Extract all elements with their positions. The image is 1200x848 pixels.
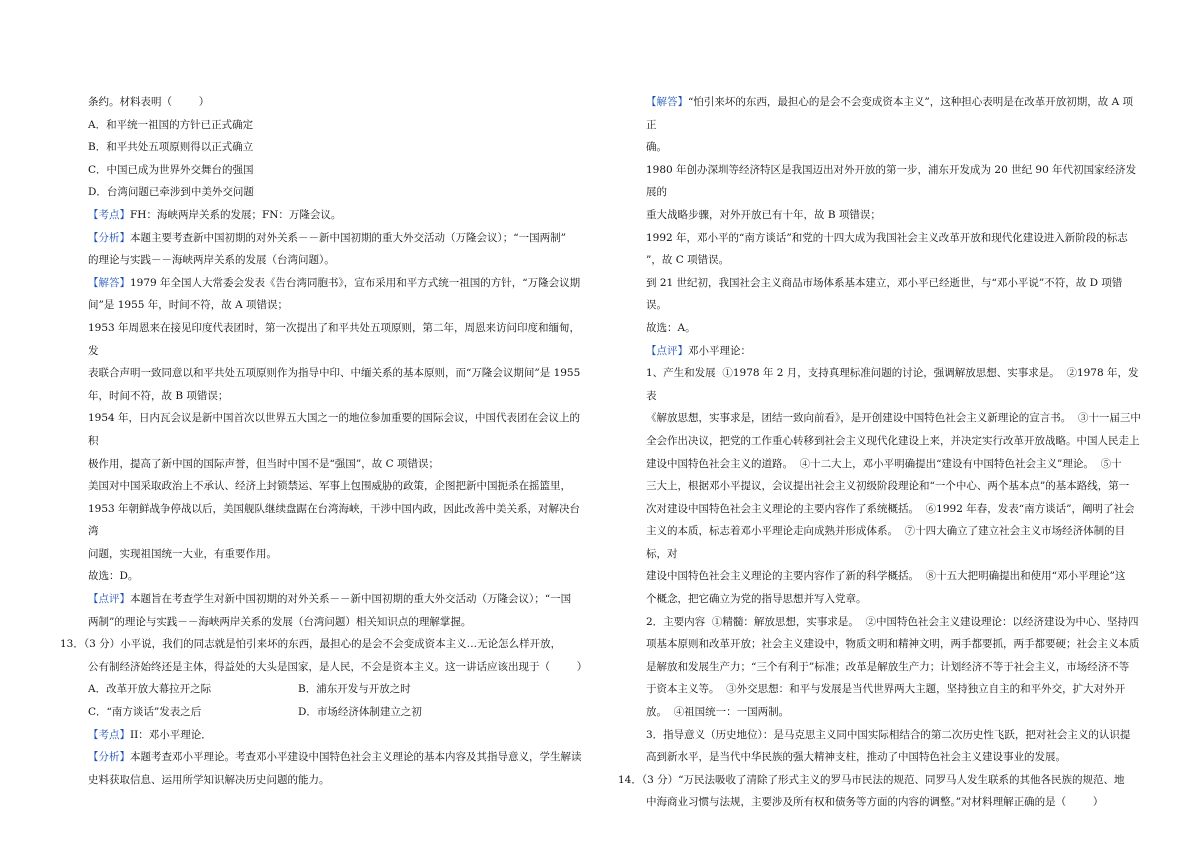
fenxi-tag: 【分析】 [88, 751, 130, 764]
q13-stem-cont: 公有制经济始终还是主体，得益处的大头是国家，是人民，不会是资本主义。这一讲话应该出现于（ ） [88, 660, 588, 673]
q13-dianping: 【点评】邓小平理论： [646, 344, 751, 357]
q12-jieda-line: 1953 年朝鲜战争停战以后，美国舰队继续盘踞在台湾海峡，干涉中国内政，因此改善中美关系，对解决台湾 [88, 502, 581, 538]
q13-option-c: C．“南方谈话”发表之后 [88, 706, 202, 719]
q12-stem-end: 条约。材料表明（ ） [88, 96, 210, 108]
fenxi-tag: 【分析】 [88, 231, 130, 244]
right-column [618, 91, 1141, 814]
q14-stem-cont: 中海商业习惯与法规，主要涉及所有权和债务等方面的内容的调整。”对材料理解正确的是（ ） [646, 796, 1104, 809]
jieda-tag: 【解答】 [646, 96, 688, 108]
q12-jieda: 【解答】1979 年全国人大常委会发表《告台湾同胞书》，宣布采用和平方式统一祖国的方针，“万隆会议期 [88, 276, 581, 289]
q13-jieda-line: 到 21 世纪初，我国社会主义商品市场体系基本建立，邓小平已经逝世，与“邓小平说”不符，故 D 项错 [646, 276, 1123, 289]
q12-jieda-line: 间”是 1955 年，时间不符，故 A 项错误； [88, 299, 289, 312]
q13-fenxi: 【分析】本题考查邓小平理论。考查邓小平建设中国特色社会主义理论的基本内容及其指导意义，学生解读 [88, 751, 582, 764]
dianping-line: 项基本原则和改革开放；社会主义建设中，物质文明和精神文明，两手都要抓，两手都要硬；社会主义本质 [646, 638, 1140, 651]
q13-kaodian: 【考点】II：邓小平理论． [88, 728, 212, 741]
left-column [60, 91, 588, 791]
q13-option-d: D．市场经济体制建立之初 [298, 706, 422, 719]
dianping-line: 次对建设中国特色社会主义理论的主要内容作了系统概括。 ⑥1992 年春，发表“南方谈话”，阐明了社会 [646, 502, 1135, 515]
q13-option-b: B．浦东开发与开放之时 [298, 683, 411, 696]
dianping-line: 是解放和发展生产力；“三个有利于”标准；改革是解放生产力；计划经济不等于社会主义，市场经济不等 [646, 660, 1130, 673]
q13-fenxi-cont: 史料获取信息、运用所学知识解决历史问题的能力。 [88, 773, 330, 786]
dianping-line: 放。 ④祖国统一：一国两制。 [646, 706, 790, 719]
q12-fenxi-cont: 的理论与实践－－海峡两岸关系的发展（台湾问题）。 [88, 254, 335, 267]
q12-jieda-line: 极作用，提高了新中国的国际声誉，但当时中国不是“强国”，故 C 项错误； [88, 457, 439, 470]
dianping-line: 建设中国特色社会主义理论的主要内容作了新的科学概括。 ⑧十五大把明确提出和使用“邓小平理论”这 [646, 570, 1126, 583]
q12-option-c: C．中国已成为世界外交舞台的强国 [88, 163, 254, 176]
dianping-line: 于资本主义等。 ③外交思想：和平与发展是当代世界两大主题，坚持独立自主的和平外交，扩大对外开 [646, 683, 1126, 696]
dianping-line: 全会作出决议，把党的工作重心转移到社会主义现代化建设上来，并决定实行改革开放战略。中国人民走上 [646, 434, 1140, 447]
dianping-line: 建设中国特色社会主义的道路。 ④十二大上，邓小平明确提出“建设有中国特色社会主义”理论。 ⑤十 [646, 457, 1122, 470]
q13-jieda-line: 确。 [646, 141, 667, 154]
q12-dianping-cont: 两制”的理论与实践－－海峡两岸关系的发展（台湾问题）相关知识点的理解掌握。 [88, 615, 472, 628]
dianping-line: 个概念，把它确立为党的指导思想并写入党章。 [646, 593, 867, 606]
q12-jieda-line: 1954 年，日内瓦会议是新中国首次以世界五大国之一的地位参加重要的国际会议，中国代表团在会议上的积 [88, 412, 581, 447]
q12-option-d: D．台湾问题已牵涉到中美外交问题 [88, 186, 254, 199]
q12-jieda-line: 表联合声明一致同意以和平共处五项原则作为指导中印、中缅关系的基本原则，而“万隆会议期间”是 1955 [88, 367, 581, 380]
q12-kaodian: 【考点】FH：海峡两岸关系的发展；FN：万隆会议。 [88, 208, 342, 221]
q12-jieda-line: 年，时间不符，故 B 项错误； [88, 389, 229, 402]
q13-jieda-line: ”，故 C 项错误。 [646, 254, 730, 267]
q12-jieda-line: 问题，实现祖国统一大业，有重要作用。 [88, 547, 277, 560]
dianping-point-3: 3．指导意义（历史地位）：是马克思主义同中国实际相结合的第二次历史性飞跃，把对社会主义的认识提 [646, 728, 1131, 741]
q13-jieda-line: 误。 [646, 299, 667, 312]
dianping-point-1: 1、产生和发展 ①1978 年 2 月，支持真理标准问题的讨论，强调解放思想、实事求是。 ②1978 年，发表 [646, 367, 1139, 402]
q12-option-b: B．和平共处五项原则得以正式确立 [88, 141, 254, 154]
dianping-tag: 【点评】 [88, 593, 130, 606]
kaodian-tag: 【考点】 [88, 208, 130, 221]
q13-jieda-line: 重大战略步骤，对外开放已有十年，故 B 项错误； [646, 208, 881, 221]
q13-options-row2 [64, 701, 584, 724]
q13-jieda-line: 1992 年，邓小平的“南方谈话”和党的十四大成为我国社会主义改革开放和现代化建设进入新阶段的标志 [646, 231, 1128, 244]
q12-jieda-line: 1953 年周恩来在接见印度代表团时，第一次提出了和平共处五项原则，第二年，周恩来访问印度和缅甸，发 [88, 321, 581, 357]
q13-options-row1 [64, 678, 584, 701]
q12-answer: 故选：D。 [88, 570, 139, 583]
jieda-tag: 【解答】 [88, 276, 130, 289]
dianping-line: 主义的本质，标志着邓小平理论走向成熟并形成体系。 ⑦十四大确立了建立社会主义市场经济体制的目标，对 [646, 525, 1126, 560]
q12-dianping: 【点评】本题旨在考查学生对新中国初期的对外关系－－新中国初期的重大外交活动（万隆会议）；“一国 [88, 593, 572, 606]
q13-jieda: 【解答】“怕引来坏的东西，最担心的是会不会变成资本主义”，这种担心表明是在改革开放初期，故 A 项正 [646, 96, 1133, 131]
q13-stem: 13．（3 分）小平说，我们的同志就是怕引来坏的东西，最担心的是会不会变成资本主义…无论怎么样开放， [60, 638, 562, 651]
dianping-tag: 【点评】 [646, 344, 688, 357]
q13-jieda-line: 1980 年创办深圳等经济特区是我国迈出对外开放的第一步，浦东开发成为 20 世纪 90 年代初国家经济发展的 [646, 163, 1137, 199]
dianping-line: 高到新水平，是当代中华民族的强大精神支柱，推动了中国特色社会主义建设事业的发展。 [646, 751, 1066, 764]
kaodian-tag: 【考点】 [88, 728, 130, 741]
q13-option-a: A．改革开放大幕拉开之际 [88, 683, 212, 696]
q12-option-a: A．和平统一祖国的方针已正式确定 [88, 118, 254, 131]
q12-jieda-line: 美国对中国采取政治上不承认、经济上封锁禁运、军事上包围威胁的政策，企图把新中国扼杀在摇篮里， [88, 480, 571, 493]
dianping-line: 《解放思想，实事求是，团结一致向前看》，是开创建设中国特色社会主义新理论的宣言书。 ③十一届三中 [646, 412, 1141, 425]
q12-fenxi: 【分析】本题主要考查新中国初期的对外关系－－新中国初期的重大外交活动（万隆会议）；“一国两制” [88, 231, 566, 244]
q14-stem: 14．（3 分）“万民法吸收了清除了形式主义的罗马市民法的规范、同罗马人发生联系的其他各民族的规范、地 [618, 773, 1125, 786]
dianping-point-2: 2．主要内容 ①精髓：解放思想，实事求是。 ②中国特色社会主义建设理论：以经济建设为中心、坚持四 [646, 615, 1139, 628]
q13-answer: 故选：A。 [646, 321, 696, 334]
dianping-line: 三大上，根据邓小平提议，会议提出社会主义初级阶段理论和“一个中心、两个基本点”的基本路线，第一 [646, 480, 1130, 493]
